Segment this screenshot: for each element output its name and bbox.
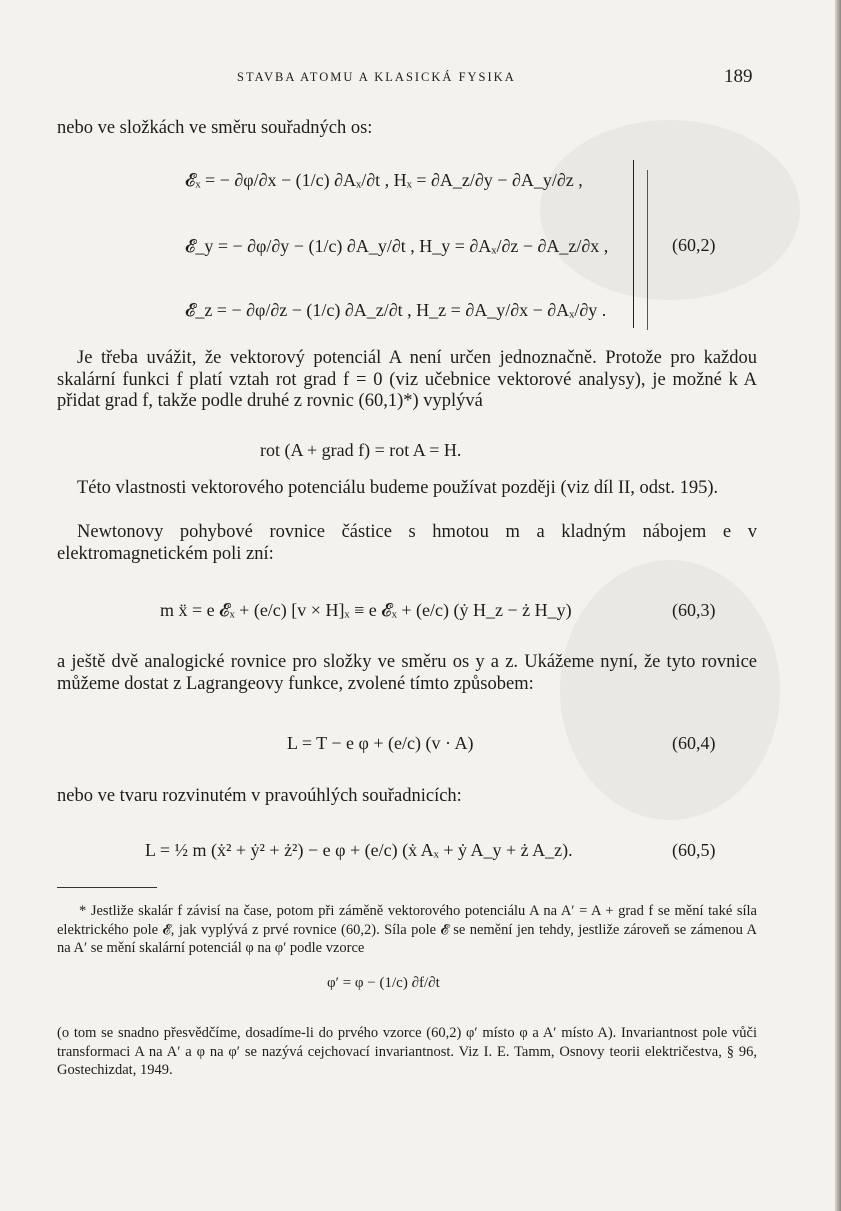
equation-number-60-3: (60,3) — [672, 600, 716, 620]
paragraph-gauge: Je třeba uvážit, že vektorový potenciál A není určen jednoznačně. Protože pro každou skalární funkci f platí vztah rot grad f = 0 (viz učebnice vektorové analysy), je možné k A přidat grad f, takže podle druhé z rovnic (60,1)*) vyplývá — [57, 348, 757, 411]
footnote-formula: φ′ = φ − (1/c) ∂f/∂t — [327, 975, 440, 991]
equation-number-60-4: (60,4) — [672, 733, 716, 753]
equation-60-4: L = T − e φ + (e/c) (v · A) — [287, 733, 474, 753]
running-header: STAVBA ATOMU A KLASICKÁ FYSIKA — [237, 70, 516, 84]
footnote-text-1: * Jestliže skalár f závisí na čase, potom při záměně vektorového potenciálu A na A′ = A + grad f se mění také síla elektrického pole 𝓔, jak vyplývá z prvé rovnice (60,2). Síla pole 𝓔 se nemění jen tehdy, jestliže zároveň se zámenou A na A′ se mění skalární potenciál φ na φ′ podle vzorce — [57, 903, 757, 956]
equation-60-2-row-2: 𝓔_y = − ∂φ/∂y − (1/c) ∂A_y/∂t , H_y = ∂Aₓ/∂z − ∂A_z/∂x , — [185, 236, 609, 256]
intro-line: nebo ve složkách ve směru souřadných os: — [57, 118, 373, 138]
paragraph-property: Této vlastnosti vektorového potenciálu budeme používat později (viz díl II, odst. 195). — [77, 478, 719, 498]
page-number: 189 — [724, 66, 753, 87]
paragraph-cartesian: nebo ve tvaru rozvinutém v pravoúhlých souřadnicích: — [57, 786, 462, 806]
equation-rot-grad: rot (A + grad f) = rot A = H. — [260, 440, 462, 460]
equation-number-60-2: (60,2) — [672, 235, 716, 255]
margin-line — [647, 170, 648, 330]
paragraph-newton: Newtonovy pohybové rovnice částice s hmotou m a kladným nábojem e v elektromagnetickém poli zní: — [57, 522, 757, 564]
equation-60-5: L = ½ m (ẋ² + ẏ² + ż²) − e φ + (e/c) (ẋ Aₓ + ẏ A_y + ż A_z). — [145, 840, 573, 860]
footnote-text-2: (o tom se snadno přesvědčíme, dosadíme-li do prvého vzorce (60,2) φ′ místo φ a A′ místo A). Invariantnost pole vůči transformaci A na A′ a φ na φ′ se nazývá cejchovací invariantnost. Viz I. E. Tamm, Osnovy teorii električestva, § 96, Gostechizdat, 1949. — [57, 1025, 757, 1078]
paragraph-lagrange: a ještě dvě analogické rovnice pro složky ve směru os y a z. Ukážeme nyní, že tyto rovnice můžeme dostat z Lagrangeovy funkce, zvolené tímto způsobem: — [57, 652, 757, 694]
equation-60-2-row-3: 𝓔_z = − ∂φ/∂z − (1/c) ∂A_z/∂t , H_z = ∂A_y/∂x − ∂Aₓ/∂y . — [185, 300, 607, 320]
equation-number-60-5: (60,5) — [672, 840, 716, 860]
footnote-rule — [57, 887, 157, 888]
equation-brace — [625, 160, 634, 328]
equation-60-3: m ẍ = e 𝓔ₓ + (e/c) [v × H]ₓ ≡ e 𝓔ₓ + (e/c) (ẏ H_z − ż H_y) — [160, 600, 572, 620]
equation-60-2-row-1: 𝓔ₓ = − ∂φ/∂x − (1/c) ∂Aₓ/∂t , Hₓ = ∂A_z/∂y − ∂A_y/∂z , — [185, 170, 583, 190]
page-edge — [835, 0, 841, 1211]
